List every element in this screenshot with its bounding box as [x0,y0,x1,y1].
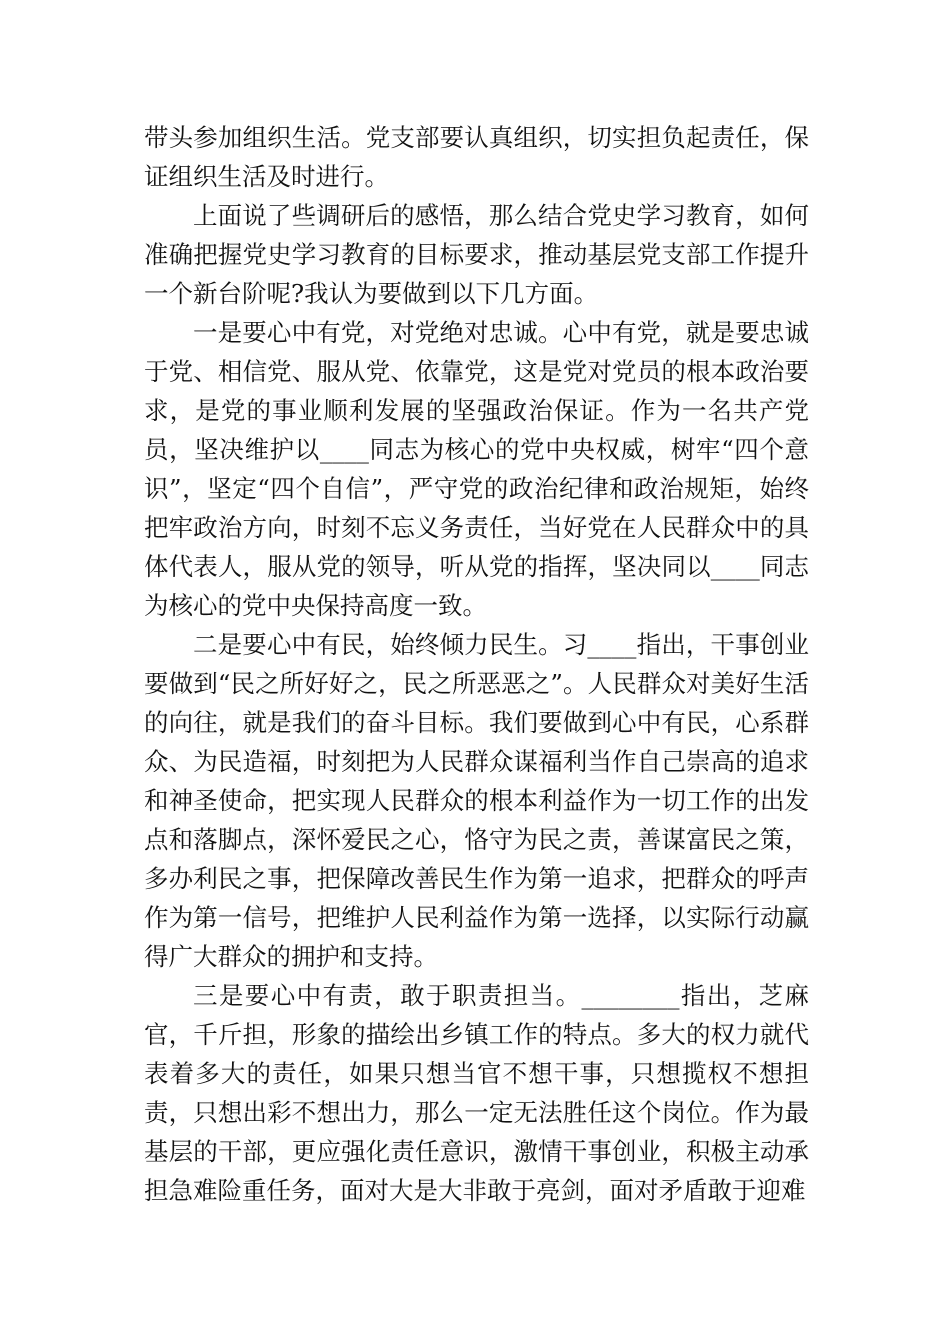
document-page [144,118,809,1210]
paragraph-2: 上面说了些调研后的感悟，那么结合党史学习教育，如何准确把握党史学习教育的目标要求，推动基层党支部工作提升一个新台阶呢?我认为要做到以下几方面。 [144,201,809,308]
paragraph-4: 二是要心中有民，始终倾力民生。习____指出，干事创业要做到“民之所好好之，民之所恶恶之”。人民群众对美好生活的向往，就是我们的奋斗目标。我们要做到心中有民，心系群众、为民造福，时刻把为人民群众谋福利当作自己崇高的追求和神圣使命，把实现人民群众的根本利益作为一切工作的出发点和落脚点，深怀爱民之心，恪守为民之责，善谋富民之策，多办利民之事，把保障改善民生作为第一追求，把群众的呼声作为第一信号，把维护人民利益作为第一选择，以实际行动赢得广大群众的拥护和支持。 [144,630,809,971]
paragraph-5: 三是要心中有责，敢于职责担当。________指出，芝麻官，千斤担，形象的描绘出乡镇工作的特点。多大的权力就代表着多大的责任，如果只想当官不想干事，只想揽权不想担责，只想出彩不想出力，那么一定无法胜任这个岗位。作为最基层的干部，更应强化责任意识，激情干事创业，积极主动承担急难险重任务，面对大是大非敢于亮剑，面对矛盾敢于迎难 [144,981,809,1205]
paragraph-3: 一是要心中有党，对党绝对忠诚。心中有党，就是要忠诚于党、相信党、服从党、依靠党，这是党对党员的根本政治要求，是党的事业顺利发展的坚强政治保证。作为一名共产党员，坚决维护以____同志为核心的党中央权威，树牢“四个意识”，坚定“四个自信”，严守党的政治纪律和政治规矩，始终把牢政治方向，时刻不忘义务责任，当好党在人民群众中的具体代表人，服从党的领导，听从党的指挥，坚决同以____同志为核心的党中央保持高度一致。 [144,318,809,620]
paragraph-1: 带头参加组织生活。党支部要认真组织，切实担负起责任，保证组织生活及时进行。 [144,123,809,191]
